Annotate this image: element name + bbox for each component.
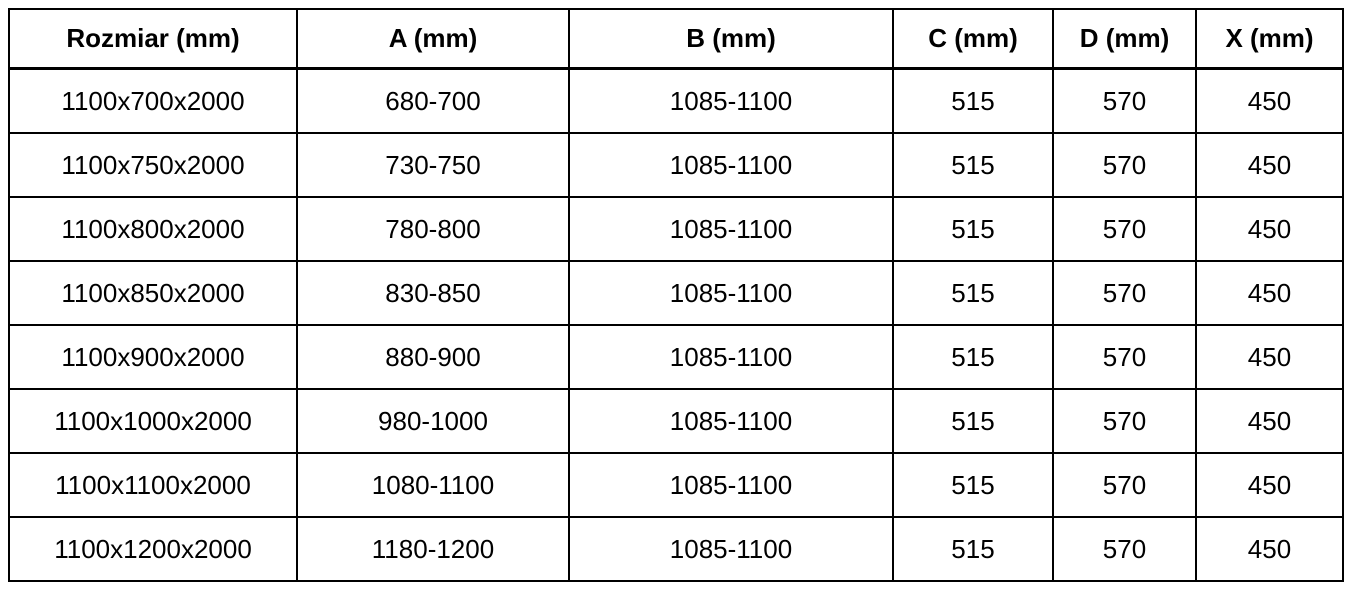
table-cell: 830-850 bbox=[297, 261, 569, 325]
table-cell: 515 bbox=[893, 133, 1053, 197]
table-cell: 1100x850x2000 bbox=[9, 261, 297, 325]
column-header-c: C (mm) bbox=[893, 9, 1053, 69]
table-cell: 570 bbox=[1053, 197, 1196, 261]
table-cell: 570 bbox=[1053, 69, 1196, 134]
table-cell: 1100x1000x2000 bbox=[9, 389, 297, 453]
table-cell: 1100x800x2000 bbox=[9, 197, 297, 261]
table-cell: 570 bbox=[1053, 389, 1196, 453]
table-row bbox=[9, 133, 1343, 197]
table-row bbox=[9, 261, 1343, 325]
table-row bbox=[9, 517, 1343, 581]
table-cell: 515 bbox=[893, 197, 1053, 261]
table-cell: 1100x700x2000 bbox=[9, 69, 297, 134]
table-row bbox=[9, 325, 1343, 389]
table-cell: 450 bbox=[1196, 197, 1343, 261]
table-cell: 1100x1100x2000 bbox=[9, 453, 297, 517]
table-cell: 1085-1100 bbox=[569, 261, 893, 325]
table-cell: 1085-1100 bbox=[569, 517, 893, 581]
table-cell: 450 bbox=[1196, 517, 1343, 581]
table-cell: 1085-1100 bbox=[569, 389, 893, 453]
column-header-d: D (mm) bbox=[1053, 9, 1196, 69]
table-cell: 570 bbox=[1053, 261, 1196, 325]
table-cell: 515 bbox=[893, 517, 1053, 581]
column-header-b: B (mm) bbox=[569, 9, 893, 69]
table-cell: 450 bbox=[1196, 389, 1343, 453]
table-cell: 515 bbox=[893, 261, 1053, 325]
table-row bbox=[9, 69, 1343, 134]
table-cell: 515 bbox=[893, 389, 1053, 453]
table-cell: 570 bbox=[1053, 517, 1196, 581]
table-row bbox=[9, 197, 1343, 261]
table-cell: 570 bbox=[1053, 133, 1196, 197]
table-cell: 570 bbox=[1053, 325, 1196, 389]
table-cell: 450 bbox=[1196, 261, 1343, 325]
table-cell: 730-750 bbox=[297, 133, 569, 197]
column-header-x: X (mm) bbox=[1196, 9, 1343, 69]
table-cell: 515 bbox=[893, 69, 1053, 134]
table-cell: 1100x750x2000 bbox=[9, 133, 297, 197]
table-cell: 1100x900x2000 bbox=[9, 325, 297, 389]
table-cell: 1085-1100 bbox=[569, 325, 893, 389]
table-row bbox=[9, 389, 1343, 453]
table-cell: 570 bbox=[1053, 453, 1196, 517]
table-cell: 880-900 bbox=[297, 325, 569, 389]
column-header-a: A (mm) bbox=[297, 9, 569, 69]
table-cell: 1085-1100 bbox=[569, 197, 893, 261]
table-cell: 1100x1200x2000 bbox=[9, 517, 297, 581]
dimensions-table bbox=[8, 8, 1344, 582]
table-cell: 450 bbox=[1196, 69, 1343, 134]
table-cell: 515 bbox=[893, 453, 1053, 517]
table-cell: 680-700 bbox=[297, 69, 569, 134]
table-cell: 1085-1100 bbox=[569, 133, 893, 197]
table-cell: 450 bbox=[1196, 453, 1343, 517]
table-cell: 980-1000 bbox=[297, 389, 569, 453]
header-row bbox=[9, 9, 1343, 69]
table-cell: 515 bbox=[893, 325, 1053, 389]
dimensions-table-container bbox=[8, 8, 1344, 582]
table-cell: 1180-1200 bbox=[297, 517, 569, 581]
column-header-rozmiar: Rozmiar (mm) bbox=[9, 9, 297, 69]
table-cell: 450 bbox=[1196, 325, 1343, 389]
table-row bbox=[9, 453, 1343, 517]
table-cell: 1085-1100 bbox=[569, 69, 893, 134]
table-cell: 1080-1100 bbox=[297, 453, 569, 517]
table-cell: 450 bbox=[1196, 133, 1343, 197]
table-cell: 780-800 bbox=[297, 197, 569, 261]
table-cell: 1085-1100 bbox=[569, 453, 893, 517]
